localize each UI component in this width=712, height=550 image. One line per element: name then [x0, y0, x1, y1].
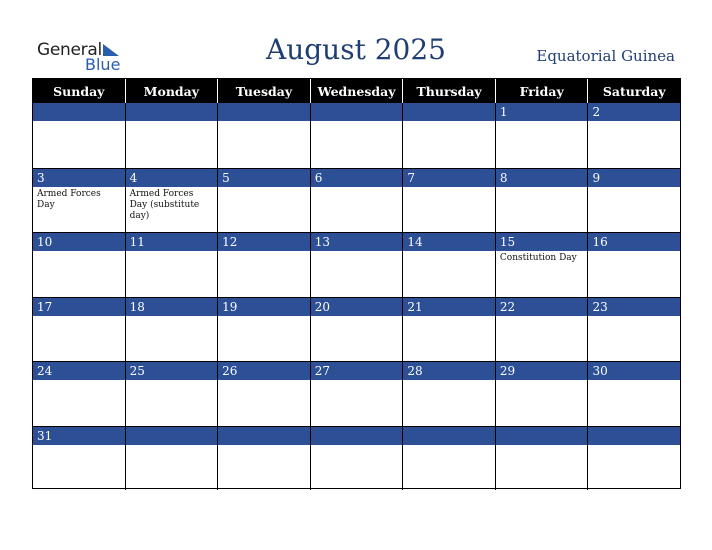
weekday-header-wednesday: Wednesday	[310, 79, 403, 103]
holiday-label	[588, 445, 680, 447]
holiday-label	[588, 316, 680, 318]
day-number: 5	[218, 169, 310, 187]
day-number: 3	[33, 169, 125, 187]
day-number: 19	[218, 298, 310, 316]
calendar-day-cell	[33, 361, 125, 426]
weekday-header-monday: Monday	[125, 79, 218, 103]
holiday-label	[403, 121, 495, 123]
day-number	[311, 427, 403, 445]
calendar-week	[33, 361, 680, 426]
day-number	[126, 103, 218, 121]
day-number: 9	[588, 169, 680, 187]
day-number: 29	[496, 362, 588, 380]
day-number: 24	[33, 362, 125, 380]
calendar-day-cell	[402, 426, 495, 491]
holiday-label	[126, 251, 218, 253]
calendar-day-cell	[217, 361, 310, 426]
day-number: 6	[311, 169, 403, 187]
holiday-label	[126, 380, 218, 382]
day-number: 25	[126, 362, 218, 380]
holiday-label	[218, 251, 310, 253]
holiday-label	[496, 187, 588, 189]
holiday-label	[403, 380, 495, 382]
calendar-day-cell	[33, 168, 125, 233]
holiday-label	[33, 380, 125, 382]
holiday-label	[403, 251, 495, 253]
calendar-day-cell	[495, 297, 588, 362]
holiday-label	[311, 380, 403, 382]
day-number	[588, 427, 680, 445]
day-number: 28	[403, 362, 495, 380]
day-number: 2	[588, 103, 680, 121]
day-number: 30	[588, 362, 680, 380]
weekday-header-tuesday: Tuesday	[217, 79, 310, 103]
holiday-label	[588, 187, 680, 189]
calendar-day-cell	[310, 297, 403, 362]
calendar-day-cell	[310, 426, 403, 491]
holiday-label: Armed Forces Day (substitute day)	[129, 188, 200, 221]
holiday-label	[311, 251, 403, 253]
holiday-label	[588, 121, 680, 123]
holiday-label	[126, 316, 218, 318]
calendar-day-cell	[33, 232, 125, 297]
day-number	[403, 427, 495, 445]
calendar-day-cell	[310, 168, 403, 233]
holiday-label	[496, 316, 588, 318]
calendar-day-cell	[402, 103, 495, 168]
calendar-day-cell	[495, 103, 588, 168]
holiday-label	[311, 445, 403, 447]
holiday-label	[496, 121, 588, 123]
weekday-header	[33, 79, 680, 103]
holiday-label	[496, 445, 588, 447]
calendar-day-cell	[217, 297, 310, 362]
calendar-day-cell	[587, 103, 680, 168]
calendar-week	[33, 426, 680, 491]
weekday-header-thursday: Thursday	[402, 79, 495, 103]
calendar-day-cell	[402, 361, 495, 426]
calendar-day-cell	[310, 232, 403, 297]
calendar-week	[33, 232, 680, 297]
holiday-label	[588, 251, 680, 253]
holiday-label	[218, 121, 310, 123]
calendar-day-cell	[495, 361, 588, 426]
calendar-day-cell	[125, 103, 218, 168]
calendar-day-cell	[495, 232, 588, 297]
day-number: 26	[218, 362, 310, 380]
day-number: 17	[33, 298, 125, 316]
day-number	[496, 427, 588, 445]
calendar-day-cell	[125, 426, 218, 491]
logo-blue-text: Blue	[85, 55, 121, 74]
calendar-day-cell	[33, 426, 125, 491]
calendar-day-cell	[310, 361, 403, 426]
day-number: 31	[33, 427, 125, 445]
calendar-day-cell	[125, 232, 218, 297]
calendar-day-cell	[125, 168, 218, 233]
calendar-week	[33, 168, 680, 233]
day-number	[218, 427, 310, 445]
day-number	[218, 103, 310, 121]
calendar-day-cell	[402, 297, 495, 362]
holiday-label: Constitution Day	[499, 253, 577, 263]
calendar-day-cell	[125, 361, 218, 426]
calendar-day-cell	[495, 426, 588, 491]
calendar-day-cell	[217, 168, 310, 233]
weekday-header-friday: Friday	[495, 79, 588, 103]
day-number	[33, 103, 125, 121]
day-number: 8	[496, 169, 588, 187]
holiday-label	[126, 445, 218, 447]
day-number	[311, 103, 403, 121]
holiday-label	[218, 187, 310, 189]
calendar-day-cell	[125, 297, 218, 362]
holiday-label	[588, 380, 680, 382]
weekday-header-sunday: Sunday	[53, 83, 105, 99]
calendar-weeks	[33, 103, 680, 490]
calendar-day-cell	[217, 426, 310, 491]
holiday-label	[33, 121, 125, 123]
holiday-label	[33, 251, 125, 253]
calendar-day-cell	[587, 426, 680, 491]
holiday-label	[218, 380, 310, 382]
holiday-label	[218, 316, 310, 318]
day-number: 16	[588, 233, 680, 251]
calendar-day-cell	[587, 168, 680, 233]
day-number: 10	[33, 233, 125, 251]
logo-general-text: General	[37, 40, 102, 60]
day-number: 20	[311, 298, 403, 316]
page-title: August 2025	[266, 33, 446, 66]
holiday-label: Armed Forces Day	[37, 188, 101, 210]
day-number: 21	[403, 298, 495, 316]
country-name: Equatorial Guinea	[536, 47, 675, 65]
calendar-day-cell	[495, 168, 588, 233]
calendar-day-cell	[217, 103, 310, 168]
day-number: 11	[126, 233, 218, 251]
holiday-label	[218, 445, 310, 447]
day-number: 27	[311, 362, 403, 380]
holiday-label	[403, 316, 495, 318]
day-number: 23	[588, 298, 680, 316]
day-number	[126, 427, 218, 445]
holiday-label	[311, 121, 403, 123]
day-number: 22	[496, 298, 588, 316]
calendar-day-cell	[310, 103, 403, 168]
day-number: 12	[218, 233, 310, 251]
holiday-label	[126, 121, 218, 123]
day-number: 18	[126, 298, 218, 316]
day-number: 7	[403, 169, 495, 187]
day-number: 4	[126, 169, 218, 187]
calendar-day-cell	[33, 297, 125, 362]
weekday-header-saturday: Saturday	[587, 79, 680, 103]
day-number: 14	[403, 233, 495, 251]
calendar-week	[33, 103, 680, 168]
day-number: 1	[496, 103, 588, 121]
holiday-label	[311, 187, 403, 189]
holiday-label	[33, 316, 125, 318]
calendar-day-cell	[402, 168, 495, 233]
calendar-day-cell	[217, 232, 310, 297]
holiday-label	[403, 187, 495, 189]
calendar-day-cell	[587, 361, 680, 426]
calendar-week	[33, 297, 680, 362]
calendar-grid	[32, 78, 681, 489]
day-number: 15	[496, 233, 588, 251]
day-number: 13	[311, 233, 403, 251]
holiday-label	[311, 316, 403, 318]
holiday-label	[33, 445, 125, 447]
day-number	[403, 103, 495, 121]
calendar-day-cell	[587, 297, 680, 362]
holiday-label	[496, 380, 588, 382]
calendar-day-cell	[587, 232, 680, 297]
holiday-label	[403, 445, 495, 447]
calendar-day-cell	[402, 232, 495, 297]
calendar-day-cell	[33, 103, 125, 168]
